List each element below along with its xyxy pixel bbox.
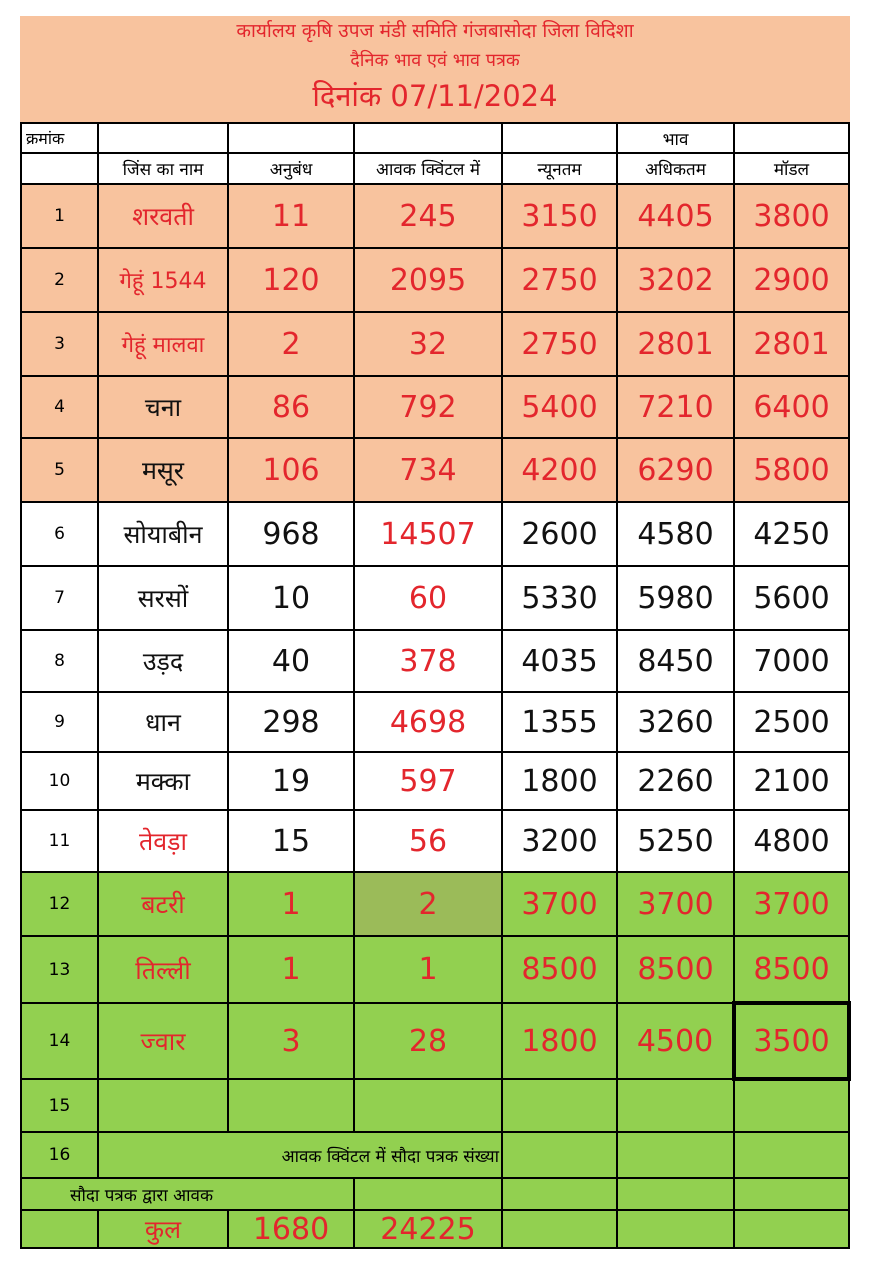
table-row <box>21 1079 849 1132</box>
commodity-name-cell: मसूर <box>98 438 228 502</box>
commodity-name-cell: सरसों <box>98 566 228 630</box>
total-arrival: 24225 <box>354 1210 502 1248</box>
modal-price-cell: 8500 <box>734 936 849 1003</box>
max-price-cell: 3700 <box>617 872 734 936</box>
min-price-cell: 3700 <box>502 872 617 936</box>
serial-cell: 5 <box>21 438 98 502</box>
sheet-date: दिनांक 07/11/2024 <box>20 76 850 122</box>
commodity-name-cell: तेवड़ा <box>98 810 228 872</box>
commodity-header: जिंस का नाम <box>98 153 228 184</box>
header-blank <box>98 123 228 153</box>
sauda-count-label: आवक क्विंटल में सौदा पत्रक संख्या <box>98 1132 502 1178</box>
table-row <box>21 184 849 248</box>
modal-price-cell: 2500 <box>734 692 849 752</box>
header-blank <box>228 123 354 153</box>
table-row <box>21 630 849 692</box>
table-row <box>21 376 849 438</box>
modal-price-cell: 4800 <box>734 810 849 872</box>
table-row <box>21 312 849 376</box>
total-row <box>21 1210 849 1248</box>
min-price-cell: 2600 <box>502 502 617 566</box>
max-price-cell: 4580 <box>617 502 734 566</box>
price-sheet <box>20 16 850 1249</box>
table-row <box>21 872 849 936</box>
header-blank <box>734 123 849 153</box>
header-row-2 <box>21 153 849 184</box>
table-row <box>21 936 849 1003</box>
empty-cell <box>734 1210 849 1248</box>
serial-cell: 6 <box>21 502 98 566</box>
serial-cell: 14 <box>21 1003 98 1079</box>
table-row <box>21 502 849 566</box>
table-row <box>21 1132 849 1178</box>
commodity-name-cell: धान <box>98 692 228 752</box>
commodity-name-cell: बटरी <box>98 872 228 936</box>
arrival-cell: 56 <box>354 810 502 872</box>
empty-cell <box>354 1079 502 1132</box>
arrival-cell: 1 <box>354 936 502 1003</box>
min-price-header: न्यूनतम <box>502 153 617 184</box>
serial-cell: 7 <box>21 566 98 630</box>
min-price-cell: 5330 <box>502 566 617 630</box>
total-label: कुल <box>98 1210 228 1248</box>
max-price-header: अधिकतम <box>617 153 734 184</box>
table-row <box>21 566 849 630</box>
serial-cell: 12 <box>21 872 98 936</box>
contract-cell: 298 <box>228 692 354 752</box>
serial-cell: 9 <box>21 692 98 752</box>
commodity-name-cell: उड़द <box>98 630 228 692</box>
contract-cell: 968 <box>228 502 354 566</box>
arrival-cell: 378 <box>354 630 502 692</box>
max-price-cell: 4500 <box>617 1003 734 1079</box>
min-price-cell: 5400 <box>502 376 617 438</box>
contract-cell: 1 <box>228 872 354 936</box>
serial-cell: 3 <box>21 312 98 376</box>
table-row <box>21 752 849 810</box>
price-group-header: भाव <box>617 123 734 153</box>
contract-cell: 11 <box>228 184 354 248</box>
header-row-1 <box>21 123 849 153</box>
serial-cell: 16 <box>21 1132 98 1178</box>
arrival-cell: 4698 <box>354 692 502 752</box>
contract-cell: 19 <box>228 752 354 810</box>
empty-cell <box>354 1178 502 1210</box>
empty-cell <box>617 1178 734 1210</box>
arrival-cell: 792 <box>354 376 502 438</box>
modal-price-cell: 4250 <box>734 502 849 566</box>
header-blank <box>502 123 617 153</box>
min-price-cell: 3150 <box>502 184 617 248</box>
empty-cell <box>502 1178 617 1210</box>
empty-cell <box>228 1079 354 1132</box>
contract-cell: 40 <box>228 630 354 692</box>
commodity-name-cell: गेहूं मालवा <box>98 312 228 376</box>
max-price-cell: 7210 <box>617 376 734 438</box>
empty-cell <box>734 1079 849 1132</box>
max-price-cell: 4405 <box>617 184 734 248</box>
serial-cell: 8 <box>21 630 98 692</box>
table-row <box>21 810 849 872</box>
office-title: कार्यालय कृषि उपज मंडी समिति गंजबासोदा जिला विदिशा <box>20 16 850 46</box>
modal-price-cell: 7000 <box>734 630 849 692</box>
table-row <box>21 248 849 312</box>
modal-price-cell: 3500 <box>734 1003 849 1079</box>
empty-cell <box>734 1178 849 1210</box>
total-contract: 1680 <box>228 1210 354 1248</box>
empty-cell <box>734 1132 849 1178</box>
contract-cell: 1 <box>228 936 354 1003</box>
arrival-cell: 734 <box>354 438 502 502</box>
min-price-cell: 8500 <box>502 936 617 1003</box>
max-price-cell: 3260 <box>617 692 734 752</box>
max-price-cell: 6290 <box>617 438 734 502</box>
max-price-cell: 5250 <box>617 810 734 872</box>
contract-cell: 2 <box>228 312 354 376</box>
empty-cell <box>617 1210 734 1248</box>
arrival-cell: 14507 <box>354 502 502 566</box>
min-price-cell: 1355 <box>502 692 617 752</box>
arrival-cell: 2095 <box>354 248 502 312</box>
min-price-cell: 1800 <box>502 1003 617 1079</box>
serial-cell: 13 <box>21 936 98 1003</box>
arrival-cell: 32 <box>354 312 502 376</box>
modal-price-header: मॉडल <box>734 153 849 184</box>
modal-price-cell: 3800 <box>734 184 849 248</box>
table-row <box>21 1178 849 1210</box>
commodity-name-cell: मक्का <box>98 752 228 810</box>
commodity-name-cell: शरवती <box>98 184 228 248</box>
modal-price-cell: 5800 <box>734 438 849 502</box>
arrival-header: आवक क्विंटल में <box>354 153 502 184</box>
serial-cell: 4 <box>21 376 98 438</box>
sheet-subtitle: दैनिक भाव एवं भाव पत्रक <box>20 46 850 76</box>
table-row <box>21 692 849 752</box>
modal-price-cell: 3700 <box>734 872 849 936</box>
max-price-cell: 3202 <box>617 248 734 312</box>
empty-cell <box>617 1079 734 1132</box>
serial-cell: 10 <box>21 752 98 810</box>
modal-price-cell: 2100 <box>734 752 849 810</box>
max-price-cell: 8500 <box>617 936 734 1003</box>
serial-cell: 1 <box>21 184 98 248</box>
empty-cell <box>617 1132 734 1178</box>
arrival-cell: 597 <box>354 752 502 810</box>
contract-header: अनुबंध <box>228 153 354 184</box>
min-price-cell: 3200 <box>502 810 617 872</box>
commodity-name-cell: गेहूं 1544 <box>98 248 228 312</box>
contract-cell: 86 <box>228 376 354 438</box>
commodity-name-cell: सोयाबीन <box>98 502 228 566</box>
serial-cell: 15 <box>21 1079 98 1132</box>
min-price-cell: 1800 <box>502 752 617 810</box>
modal-price-cell: 2900 <box>734 248 849 312</box>
modal-price-cell: 6400 <box>734 376 849 438</box>
modal-price-cell: 2801 <box>734 312 849 376</box>
table-row <box>21 1003 849 1079</box>
empty-cell <box>502 1210 617 1248</box>
arrival-cell: 60 <box>354 566 502 630</box>
arrival-cell: 28 <box>354 1003 502 1079</box>
min-price-cell: 2750 <box>502 248 617 312</box>
max-price-cell: 8450 <box>617 630 734 692</box>
header-blank <box>354 123 502 153</box>
contract-cell: 120 <box>228 248 354 312</box>
contract-cell: 3 <box>228 1003 354 1079</box>
commodity-name-cell: ज्वार <box>98 1003 228 1079</box>
contract-cell: 106 <box>228 438 354 502</box>
max-price-cell: 2260 <box>617 752 734 810</box>
empty-cell <box>502 1132 617 1178</box>
max-price-cell: 2801 <box>617 312 734 376</box>
commodity-name-cell: चना <box>98 376 228 438</box>
min-price-cell: 4035 <box>502 630 617 692</box>
table-row <box>21 438 849 502</box>
min-price-cell: 4200 <box>502 438 617 502</box>
commodity-name-cell: तिल्ली <box>98 936 228 1003</box>
header-blank <box>21 153 98 184</box>
serial-header: क्रमांक <box>21 123 98 153</box>
max-price-cell: 5980 <box>617 566 734 630</box>
contract-cell: 15 <box>228 810 354 872</box>
modal-price-cell: 5600 <box>734 566 849 630</box>
serial-cell: 11 <box>21 810 98 872</box>
contract-cell: 10 <box>228 566 354 630</box>
price-table <box>20 122 851 1249</box>
min-price-cell: 2750 <box>502 312 617 376</box>
serial-cell: 2 <box>21 248 98 312</box>
arrival-cell: 2 <box>354 872 502 936</box>
empty-cell <box>502 1079 617 1132</box>
empty-cell <box>98 1079 228 1132</box>
arrival-cell: 245 <box>354 184 502 248</box>
sauda-arrival-label: सौदा पत्रक द्वारा आवक <box>21 1178 354 1210</box>
empty-cell <box>21 1210 98 1248</box>
